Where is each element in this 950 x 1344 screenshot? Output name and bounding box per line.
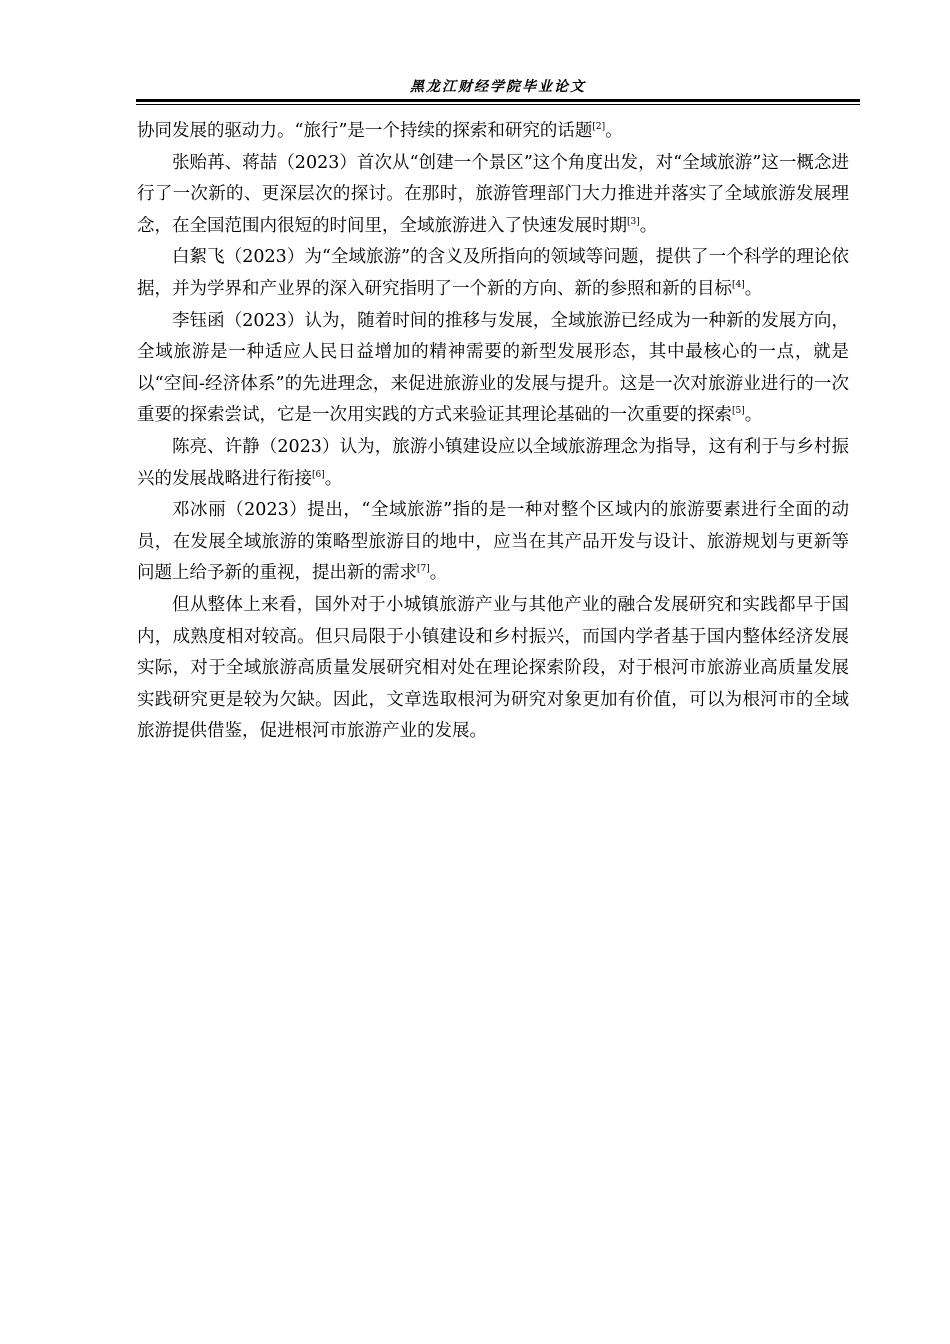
paragraph-end: 。: [744, 405, 763, 426]
paragraph: [137, 590, 849, 748]
paragraph: [137, 432, 849, 495]
paragraph-end: 。: [429, 563, 448, 584]
paragraph-end: 。: [639, 215, 658, 236]
citation-marker: [3]: [627, 216, 640, 227]
paragraph-continuation: [137, 116, 849, 148]
citation-marker: [6]: [312, 469, 325, 480]
body-text: [137, 116, 849, 748]
paragraph-end: 。: [605, 121, 623, 141]
citation-marker: [5]: [732, 406, 745, 417]
paragraph-text: 邓冰丽（2023）提出，“全域旅游”指的是一种对整个区域内的旅游要素进行全面的动员，在发展全域旅游的策略型旅游目的地中，应当在其产品开发与设计、旅游规划与更新等问题上给予新的重视，提出新的需求: [137, 500, 849, 584]
paragraph: [137, 495, 849, 590]
paragraph-text: 陈亮、许静（2023）认为，旅游小镇建设应以全域旅游理念为指导，这有利于与乡村振兴的发展战略进行衔接: [137, 436, 849, 489]
paragraph-text: 张贻苒、蒋喆（2023）首次从“创建一个景区”这个角度出发，对“全域旅游”这一概念进行了一次新的、更深层次的探讨。在那时，旅游管理部门大力推进并落实了全域旅游发展理念，在全国范围内很短的时间里，全域旅游进入了快速发展时期: [137, 152, 849, 236]
paragraph-text: 李钰函（2023）认为，随着时间的推移与发展，全域旅游已经成为一种新的发展方向，全域旅游是一种适应人民日益增加的精神需要的新型发展形态，其中最核心的一点，就是以“空间-经济体系”的先进理念，来促进旅游业的发展与提升。这是一次对旅游业进行的一次重要的探索尝试，它是一次用实践的方式来验证其理论基础的一次重要的探索: [137, 310, 849, 426]
header-rule-thick: [136, 99, 860, 102]
paragraph-text: 协同发展的驱动力。“旅行”是一个持续的探索和研究的话题: [137, 121, 593, 141]
citation-marker: [2]: [592, 122, 606, 133]
paragraph-text: 但从整体上来看，国外对于小城镇旅游产业与其他产业的融合发展研究和实践都早于国内，成熟度相对较高。但只局限于小镇建设和乡村振兴，而国内学者基于国内整体经济发展实际，对于全域旅游高质量发展研究相对处在理论探索阶段，对于根河市旅游业高质量发展实践研究更是较为欠缺。因此，文章选取根河为研究对象更加有价值，可以为根河市的全域旅游提供借鉴，促进根河市旅游产业的发展。: [137, 594, 849, 742]
citation-marker: [4]: [732, 280, 745, 291]
header-rule-thin: [136, 104, 860, 105]
paragraph: [137, 148, 849, 243]
paragraph-text: 白絮飞（2023）为“全域旅游”的含义及所指向的领域等问题，提供了一个科学的理论依据，并为学界和产业界的深入研究指明了一个新的方向、新的参照和新的目标: [137, 247, 849, 299]
paragraph: [137, 306, 849, 432]
citation-marker: [7]: [417, 564, 430, 575]
page-header-title: 黑龙江财经学院毕业论文: [410, 79, 586, 95]
paragraph-end: 。: [324, 468, 343, 489]
paragraph: [137, 242, 849, 305]
paragraph-end: 。: [744, 278, 763, 299]
